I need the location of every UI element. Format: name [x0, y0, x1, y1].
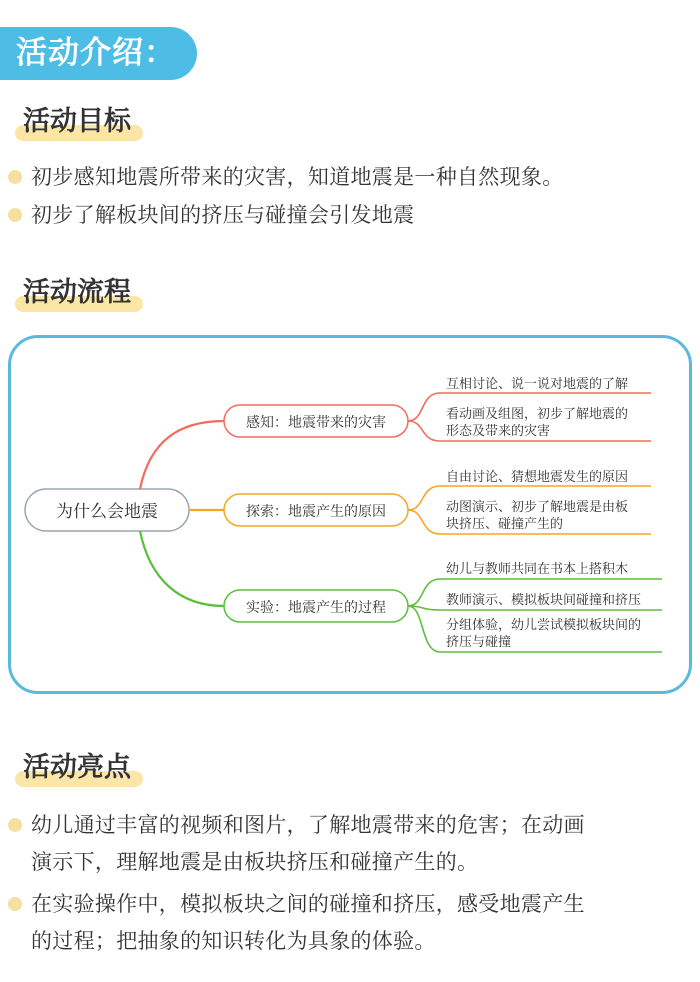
- intro-title: 活动介绍：: [16, 35, 176, 71]
- leaf-3-3a: 分组体验，幼儿尝试模拟板块间的: [446, 618, 642, 633]
- leaf-2-1: 自由讨论、猜想地震发生的原因: [446, 470, 629, 485]
- leaf-3-2: 教师演示、模拟板块间碰撞和挤压: [446, 593, 642, 608]
- leaf-3-1: 幼儿与教师共同在书本上搭积木: [446, 562, 629, 577]
- goal-item-2: 初步了解板块间的挤压与碰撞会引发地震: [31, 203, 415, 227]
- section-title-process: 活动流程: [23, 273, 131, 313]
- leaf-2-2b: 块挤压、碰撞产生的: [446, 517, 564, 532]
- branch-label-2: 探索：地震产生的原因: [246, 504, 386, 520]
- bullet-dot: [8, 897, 22, 911]
- leaf-2-2a: 动图演示、初步了解地震是由板: [446, 500, 629, 515]
- leaf-1-2a: 看动画及组图，初步了解地震的: [446, 407, 629, 422]
- connector-3: [140, 531, 224, 606]
- highlight-item-1-line-2: 演示下，理解地震是由板块挤压和碰撞产生的。: [31, 850, 479, 874]
- leaf-1-2b: 形态及带来的灾害: [446, 424, 551, 439]
- connector-1: [140, 421, 224, 489]
- leaf-1-1: 互相讨论、说一说对地震的了解: [446, 377, 629, 392]
- section-title-goals: 活动目标: [23, 102, 131, 142]
- branch-label-1: 感知：地震带来的灾害: [246, 415, 386, 431]
- leaf-3-3b: 挤压与碰撞: [446, 635, 512, 650]
- highlight-item-2-line-2: 的过程；把抽象的知识转化为具象的体验。: [31, 929, 436, 953]
- section-title-highlights: 活动亮点: [23, 748, 131, 788]
- goal-item-1: 初步感知地震所带来的灾害，知道地震是一种自然现象。: [31, 165, 564, 189]
- highlight-item-2-line-1: 在实验操作中，模拟板块之间的碰撞和挤压，感受地震产生: [31, 892, 585, 916]
- branch-label-3: 实验：地震产生的过程: [246, 600, 386, 616]
- highlight-item-1-line-1: 幼儿通过丰富的视频和图片，了解地震带来的危害；在动画: [31, 813, 585, 837]
- bullet-dot: [8, 818, 22, 832]
- root-label: 为什么会地震: [56, 502, 158, 522]
